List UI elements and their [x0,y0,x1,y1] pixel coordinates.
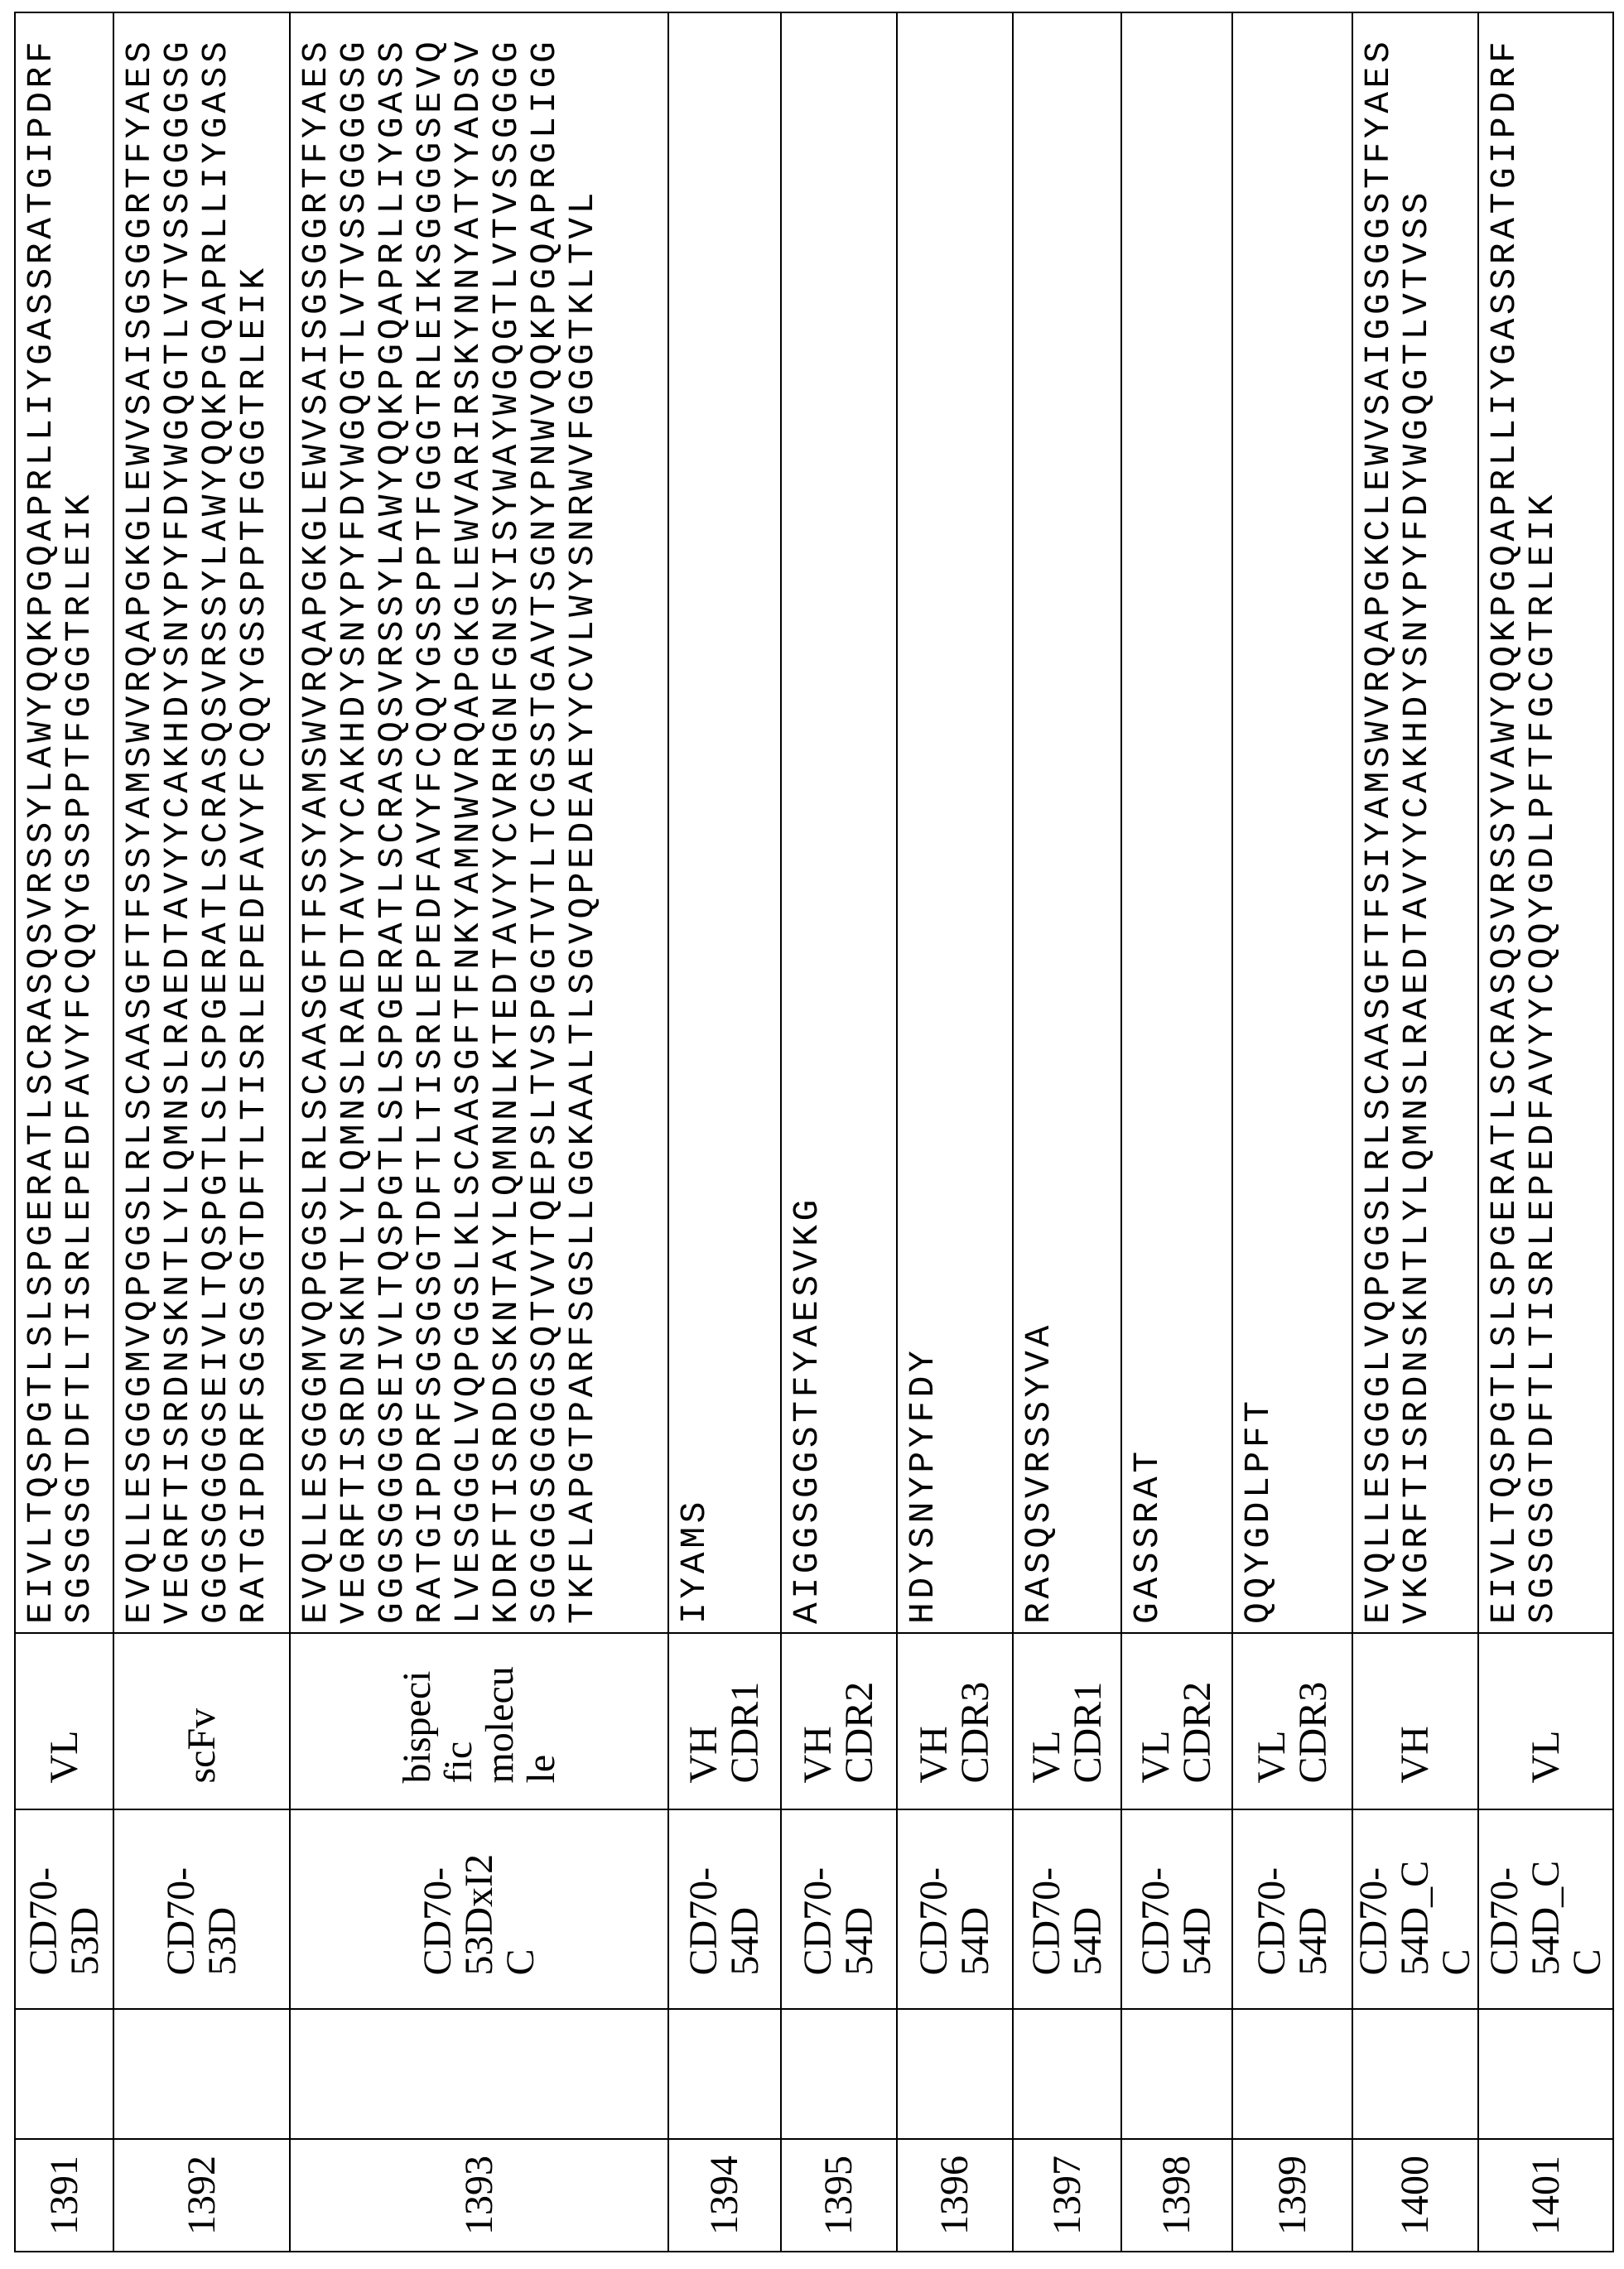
region-type-cell [113,1633,290,1809]
molecule-name-cell [668,1809,781,2009]
sequence-line: LVESGGGLVQPGGSLKLSCAASGFTFNKYAMNWVRQAPGKGLEWVARIRSKYNNYATYYADSV [450,13,488,1624]
molecule-name-cell-text: CD70-53DxI2C [417,1843,542,1976]
blank-cell [1478,2009,1613,2139]
molecule-name-cell-text: CD70-53D [23,1843,106,1976]
molecule-name-cell-text: CD70-54D [1135,1843,1218,1976]
molecule-name-cell-text: CD70-54D [1026,1843,1109,1976]
molecule-name-cell-text: CD70-54D [913,1843,996,1976]
seq-id-cell [1478,2139,1613,2252]
sequence-line: EIVLTQSPGTLSLSPGERATLSCRASQSVRSSYLAWYQQKPGQAPRLLIYGASSRATGIPDRF [22,13,60,1624]
sequence-line: GGGSGGGGSEIVLTQSPGTLSLSPGERATLSCRASQSVRSSYLAWYQQKPGQAPRLLIYGASS [197,13,235,1624]
region-type-cell [897,1633,1013,1809]
molecule-name-cell [15,1809,113,2009]
sequence-cell [1232,12,1352,1633]
seq-id-cell-text: 1391 [44,2140,85,2251]
blank-cell [1013,2009,1121,2139]
seq-id-cell [1352,2139,1478,2252]
blank-cell [897,2009,1013,2139]
region-type-cell [15,1633,113,1809]
molecule-name-cell [1013,1809,1121,2009]
seq-id-cell-text: 1400 [1395,2140,1436,2251]
molecule-name-cell-text: CD70-53D [161,1843,243,1976]
sequence-line: RATGIPDRFSGSGSGTDFTLTISRLEPEDFAVYFCQQYGSSPPTFGGGTRLEIK [235,13,273,1624]
sequence-line: AIGGSGGSTFYAESVKG [788,13,826,1624]
region-type-cell [290,1633,668,1809]
region-type-cell [1121,1633,1232,1809]
molecule-name-cell-text: CD70-54D_CC [1353,1843,1477,1976]
seq-id-cell [897,2139,1013,2252]
sequence-line: HDYSNYPYFDY [904,13,942,1624]
region-type-cell-text: VL [1525,1660,1567,1784]
region-type-cell-text: bispecific molecule [397,1660,562,1784]
molecule-name-cell-text: CD70-54D [1251,1843,1334,1976]
table-row [668,12,781,2252]
table-row [1232,12,1352,2252]
table-row [1352,12,1478,2252]
blank-cell [113,2009,290,2139]
sequence-line: QQYGDLPFT [1240,13,1278,1624]
sequence-line: VEGRFTISRDNSKNTLYLQMNSLRAEDTAVYYCAKHDYSNYPYFDYWGQGTLVTVSSGGGGSG [159,13,197,1624]
molecule-name-cell [897,1809,1013,2009]
region-type-cell-text: VL CDR1 [1026,1660,1109,1784]
region-type-cell [668,1633,781,1809]
seq-id-cell-text: 1397 [1047,2140,1088,2251]
region-type-cell-text: scFv [181,1660,223,1784]
molecule-name-cell-text: CD70-54D [798,1843,880,1976]
sequence-line: SGGGGSGGGGSQTVVTQEPSLTVSPGGTVTLTCGSSTGAVTSGNYPNWVQQKPGQAPRGLIGG [526,13,564,1624]
region-type-cell [1232,1633,1352,1809]
sequence-cell [15,12,113,1633]
molecule-name-cell [781,1809,897,2009]
sequence-line: SGSGSGTDFTLTISRLEPEDFAVYYCQQYGDLPFTFGCGTRLEIK [1524,13,1562,1624]
sequence-line: VEGRFTISRDNSKNTLYLQMNSLRAEDTAVYYCAKHDYSNYPYFDYWGQGTLVTVSSGGGGSG [335,13,373,1624]
sequence-line: EIVLTQSPGTLSLSPGERATLSCRASQSVRSSYVAWYQQKPGQAPRLLIYGASSRATGIPDRF [1486,13,1524,1624]
sequence-cell [113,12,290,1633]
seq-id-cell-text: 1398 [1156,2140,1198,2251]
seq-id-cell-text: 1394 [704,2140,745,2251]
sequence-cell [1013,12,1121,1633]
table-row [781,12,897,2252]
sequence-line: EVQLLESGGGMVQPGGSLRLSCAASGFTFSSYAMSWVRQAPGKGLEWVSAISGSGGRTFYAES [121,13,159,1624]
seq-id-cell [1013,2139,1121,2252]
region-type-cell [781,1633,897,1809]
seq-id-cell [1121,2139,1232,2252]
region-type-cell-text: VL CDR3 [1251,1660,1334,1784]
molecule-name-cell [290,1809,668,2009]
blank-cell [1121,2009,1232,2139]
sequence-line: VKGRFTISRDNSKNTLYLQMNSLRAEDTAVYYCAKHDYSNYPYFDYWGQGTLVTVSS [1398,13,1436,1624]
blank-cell [15,2009,113,2139]
region-type-cell [1013,1633,1121,1809]
blank-cell [1232,2009,1352,2139]
sequence-cell [1121,12,1232,1633]
sequence-line: IYAMS [676,13,714,1624]
molecule-name-cell-text: CD70-54D_CC [1484,1843,1608,1976]
sequence-line: KDRFTISRDDSKNTAYLQMNNLKTEDTAVYYCVRHGNFGNSYISYWAYWGQGTLVTVSSGGGG [488,13,526,1624]
sequence-cell [1478,12,1613,1633]
sequence-cell [290,12,668,1633]
seq-id-cell [781,2139,897,2252]
seq-id-cell [1232,2139,1352,2252]
region-type-cell-text: VL CDR2 [1135,1660,1218,1784]
sequence-line: RASQSVRSSYVA [1020,13,1058,1624]
seq-id-cell [668,2139,781,2252]
sequence-cell [897,12,1013,1633]
seq-id-cell-text: 1399 [1272,2140,1313,2251]
region-type-cell-text: VH CDR2 [798,1660,880,1784]
sequence-line: TKFLAPGTPARFSGSLLGGKAALTLSGVQPEDEAEYYCVLWYSNRWVFGGGTKLTVL [564,13,602,1624]
sequence-table-body [15,12,1613,2252]
region-type-cell-text: VH CDR1 [683,1660,766,1784]
sequence-line: RATGIPDRFSGSGSGTDFTLTISRLEPEDFAVYFCQQYGSSPPTFGGGTRLEIKSGGGGSEVQ [412,13,450,1624]
blank-cell [1352,2009,1478,2139]
blank-cell [290,2009,668,2139]
region-type-cell [1352,1633,1478,1809]
molecule-name-cell [1232,1809,1352,2009]
region-type-cell-text: VL [44,1660,85,1784]
seq-id-cell-text: 1396 [934,2140,976,2251]
sequence-line: EVQLLESGGGLVQPGGSLRLSCAASGFTFSIYAMSWVRQAPGKCLEWVSAIGGSGGSTFYAES [1360,13,1398,1624]
sequence-line: GGGSGGGGSEIVLTQSPGTLSLSPGERATLSCRASQSVRSSYLAWYQQKPGQAPRLLIYGASS [373,13,412,1624]
table-row [15,12,113,2252]
table-row [1121,12,1232,2252]
seq-id-cell-text: 1393 [459,2140,500,2251]
sequence-line: SGSGSGTDFTLTISRLEPEDFAVYFCQQYGSSPPTFGGGTRLEIK [60,13,99,1624]
molecule-name-cell [1478,1809,1613,2009]
table-row [290,12,668,2252]
blank-cell [781,2009,897,2139]
blank-cell [668,2009,781,2139]
sequence-line: EVQLLESGGGMVQPGGSLRLSCAASGFTFSSYAMSWVRQAPGKGLEWVSAISGSGGRTFYAES [297,13,335,1624]
seq-id-cell [290,2139,668,2252]
sequence-table [14,12,1614,2252]
table-row [113,12,290,2252]
table-row [897,12,1013,2252]
molecule-name-cell-text: CD70-54D [683,1843,766,1976]
molecule-name-cell [1121,1809,1232,2009]
sequence-cell [781,12,897,1633]
region-type-cell-text: VH [1395,1660,1436,1784]
molecule-name-cell [113,1809,290,2009]
seq-id-cell-text: 1395 [818,2140,860,2251]
region-type-cell [1478,1633,1613,1809]
seq-id-cell [113,2139,290,2252]
sequence-cell [1352,12,1478,1633]
rotated-page [0,0,1624,2269]
region-type-cell-text: VH CDR3 [913,1660,996,1784]
table-row [1478,12,1613,2252]
seq-id-cell-text: 1392 [181,2140,223,2251]
molecule-name-cell [1352,1809,1478,2009]
seq-id-cell [15,2139,113,2252]
seq-id-cell-text: 1401 [1525,2140,1567,2251]
table-row [1013,12,1121,2252]
sequence-cell [668,12,781,1633]
sequence-line: GASSRAT [1129,13,1167,1624]
